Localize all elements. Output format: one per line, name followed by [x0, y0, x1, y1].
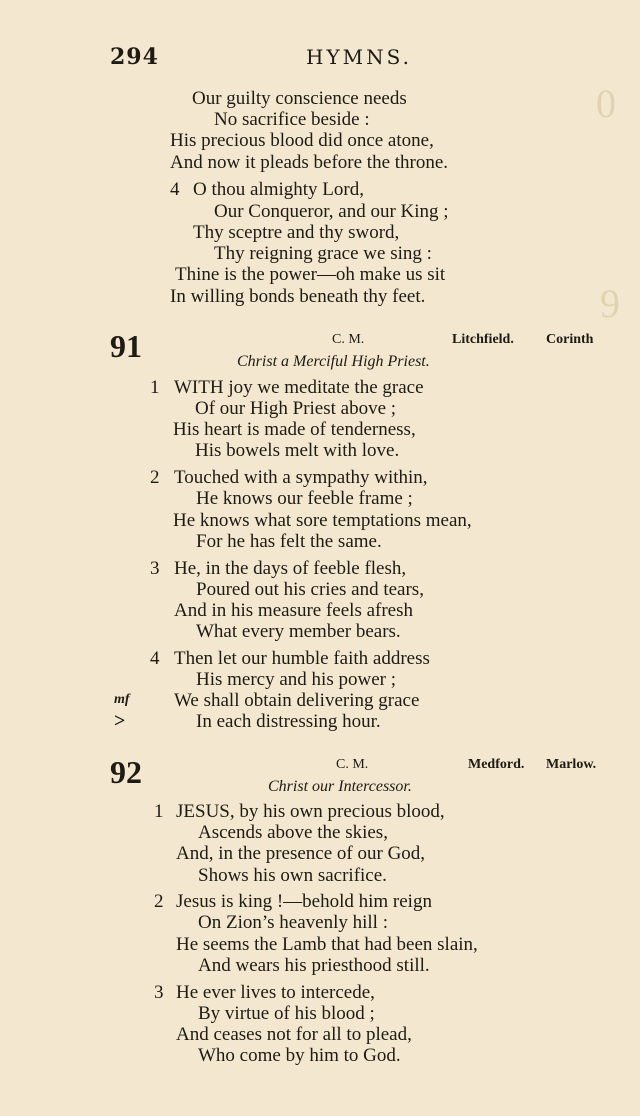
- tune-name: Litchfield.: [452, 332, 514, 347]
- hymn-line: Of our High Priest above ;: [195, 398, 397, 419]
- verse-number: 4: [170, 179, 180, 200]
- hymn-line: He knows our feeble frame ;: [196, 488, 413, 509]
- hymn-line: Thine is the power—oh make us sit: [175, 264, 446, 285]
- hymn-line: On Zion’s heavenly hill :: [198, 912, 388, 933]
- hymn-line: Then let our humble faith address: [174, 648, 430, 669]
- page-number: 294: [110, 44, 159, 70]
- hymn-line: We shall obtain delivering grace: [174, 690, 420, 711]
- hymn-line: By virtue of his blood ;: [198, 1003, 375, 1024]
- hymn-line: His heart is made of tenderness,: [173, 419, 416, 440]
- verse-number: 3: [154, 982, 164, 1003]
- hymn-line: He seems the Lamb that had been slain,: [176, 934, 478, 955]
- page-title: HYMNS.: [306, 45, 412, 69]
- hymn-line: His bowels melt with love.: [195, 440, 400, 461]
- hymn-line: Ascends above the skies,: [198, 822, 388, 843]
- hymn-title: Christ a Merciful High Priest.: [237, 353, 430, 370]
- hymn-line: And wears his priesthood still.: [198, 955, 430, 976]
- hymn-line: In each distressing hour.: [196, 711, 381, 732]
- verse-number: 4: [150, 648, 160, 669]
- hymn-line: His precious blood did once atone,: [170, 130, 434, 151]
- hymn-line: His mercy and his power ;: [196, 669, 396, 690]
- tune-name: Corinth: [546, 332, 594, 347]
- bleed-through-mark: 0: [596, 81, 616, 126]
- tune-name: Marlow.: [546, 757, 597, 772]
- hymn-line: Thy sceptre and thy sword,: [193, 222, 400, 243]
- hymn-line: And ceases not for all to plead,: [176, 1024, 412, 1045]
- hymn-line: Thy reigning grace we sing :: [214, 243, 432, 264]
- hymn-line: For he has felt the same.: [196, 531, 382, 552]
- verse-number: 3: [150, 558, 160, 579]
- hymn-title: Christ our Intercessor.: [268, 778, 412, 795]
- hymn-line: In willing bonds beneath thy feet.: [170, 286, 426, 307]
- hymn-line: WITH joy we meditate the grace: [174, 377, 424, 398]
- hymn-number: 91: [110, 328, 142, 364]
- verse-number: 2: [154, 891, 164, 912]
- verse-number: 2: [150, 467, 160, 488]
- hymn-line: Jesus is king !—behold him reign: [176, 891, 432, 912]
- accent-mark: >: [114, 710, 126, 732]
- verse-number: 1: [150, 377, 160, 398]
- hymn-line: He, in the days of feeble flesh,: [174, 558, 407, 579]
- hymn-number: 92: [110, 754, 142, 790]
- hymn-line: Poured out his cries and tears,: [196, 579, 424, 600]
- hymn-line: Our Conqueror, and our King ;: [214, 201, 449, 222]
- hymn-meter: C. M.: [336, 757, 369, 772]
- hymn-line: Touched with a sympathy within,: [174, 467, 428, 488]
- tune-name: Medford.: [468, 757, 525, 772]
- verse-number: 1: [154, 801, 164, 822]
- hymn-line: O thou almighty Lord,: [193, 179, 364, 200]
- hymn-line: And, in the presence of our God,: [176, 843, 426, 864]
- hymn-line: And now it pleads before the throne.: [170, 152, 449, 173]
- bleed-through-mark: 9: [600, 281, 620, 326]
- hymn-line: Shows his own sacrifice.: [198, 865, 387, 886]
- hymn-meter: C. M.: [332, 332, 365, 347]
- hymn-line: JESUS, by his own precious blood,: [176, 801, 445, 822]
- hymn-line: What every member bears.: [196, 621, 401, 642]
- hymn-line: He ever lives to intercede,: [176, 982, 375, 1003]
- hymn-line: No sacrifice beside :: [214, 109, 370, 130]
- hymn-line: And in his measure feels afresh: [174, 600, 414, 621]
- dynamic-mark: mf: [114, 692, 130, 707]
- hymn-line: Who come by him to God.: [198, 1045, 401, 1066]
- hymn-line: Our guilty conscience needs: [192, 88, 407, 109]
- hymn-line: He knows what sore temptations mean,: [173, 510, 472, 531]
